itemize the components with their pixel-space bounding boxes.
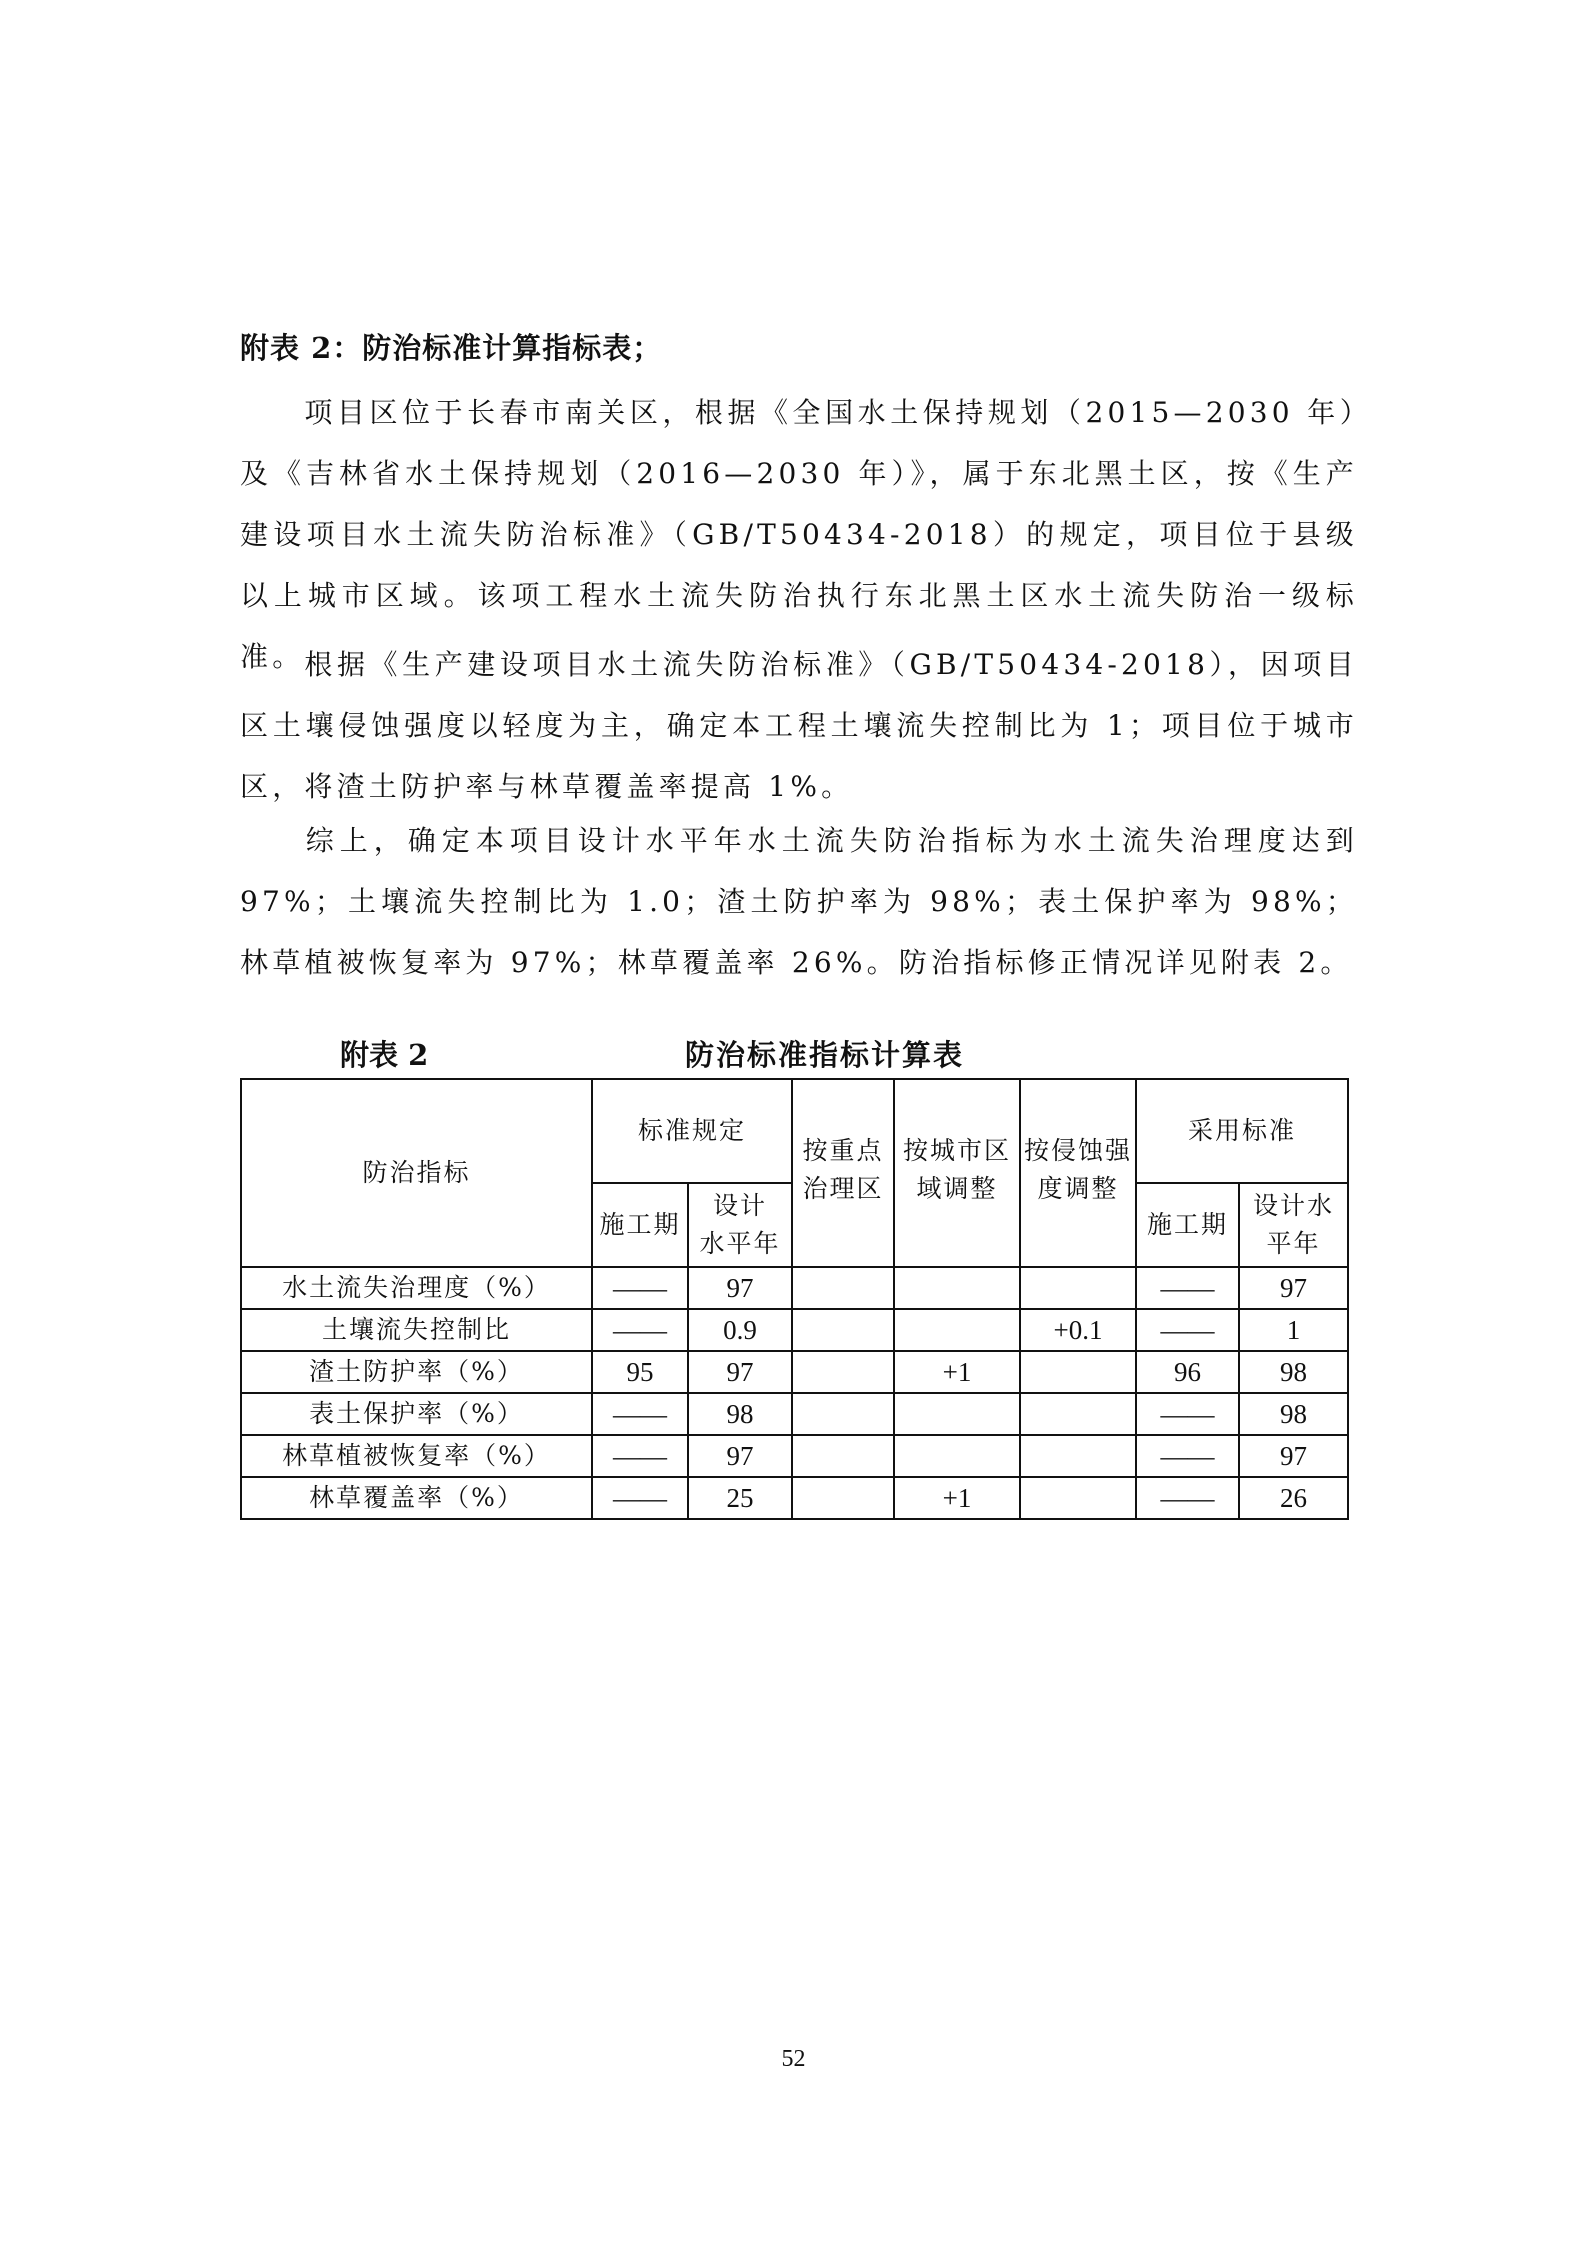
cell-adp-design: 97 — [1239, 1435, 1348, 1477]
cell-adp-con: —— — [1136, 1477, 1239, 1519]
paragraph-text: 根据《生产建设项目水土流失防治标准》（GB/T50434-2018），因项目区土壤侵蚀强度以轻度为主，确定本工程土壤流失控制比为 1；项目位于城市区，将渣土防护率与林草覆盖率提高 1%。 — [240, 648, 1358, 803]
paragraph — [240, 634, 1358, 817]
cell-urban — [894, 1267, 1020, 1309]
table-row — [241, 1267, 1348, 1309]
cell-erosion — [1020, 1351, 1136, 1393]
standards-table — [240, 1078, 1349, 1520]
header-standard-design — [688, 1183, 792, 1267]
cell-name: 渣土防护率（%） — [241, 1351, 592, 1393]
cell-std-con: —— — [592, 1435, 688, 1477]
paragraph — [240, 810, 1358, 993]
header-text: 按重点 — [802, 1136, 884, 1165]
paragraph-text: 项目区位于长春市南关区，根据《全国水土保持规划（2015—2030 年）及《吉林省水土保持规划（2016—2030 年）》，属于东北黑土区，按《生产建设项目水土流失防治标准》（GB/T50434-2018）的规定，项目位于县级以上城市区域。该项工程水土流失防治执行东北黑土区水土流失防治一级标准。 — [240, 396, 1358, 673]
cell-urban — [894, 1435, 1020, 1477]
table-row — [241, 1351, 1348, 1393]
cell-key — [792, 1477, 894, 1519]
cell-adp-design: 26 — [1239, 1477, 1348, 1519]
paragraph-text: 综上，确定本项目设计水平年水土流失防治指标为水土流失治理度达到 97%；土壤流失控制比为 1.0；渣土防护率为 98%；表土保护率为 98%；林草植被恢复率为 97%；林草覆盖率 26%。防治指标修正情况详见附表 2。 — [240, 824, 1358, 979]
cell-name: 土壤流失控制比 — [241, 1309, 592, 1351]
cell-adp-con: 96 — [1136, 1351, 1239, 1393]
cell-name: 林草覆盖率（%） — [241, 1477, 592, 1519]
cell-urban: +1 — [894, 1477, 1020, 1519]
table-row — [241, 1393, 1348, 1435]
header-text: 平年 — [1266, 1229, 1321, 1258]
header-adopted: 采用标准 — [1136, 1079, 1348, 1183]
header-text: 域调整 — [916, 1174, 998, 1203]
cell-erosion — [1020, 1435, 1136, 1477]
header-adopted-construction: 施工期 — [1136, 1183, 1239, 1267]
cell-urban: +1 — [894, 1351, 1020, 1393]
header-standard: 标准规定 — [592, 1079, 792, 1183]
cell-std-design: 97 — [688, 1351, 792, 1393]
table-caption-label: 附表 2 — [340, 1038, 429, 1072]
header-text: 设计水 — [1252, 1191, 1334, 1220]
header-text: 度调整 — [1037, 1174, 1119, 1203]
header-key-area — [792, 1079, 894, 1267]
cell-adp-con: —— — [1136, 1435, 1239, 1477]
cell-adp-con: —— — [1136, 1309, 1239, 1351]
cell-erosion — [1020, 1267, 1136, 1309]
cell-adp-design: 1 — [1239, 1309, 1348, 1351]
page-number: 52 — [781, 2046, 806, 2072]
cell-adp-design: 98 — [1239, 1351, 1348, 1393]
table-caption-title: 防治标准指标计算表 — [685, 1038, 965, 1072]
cell-std-con: —— — [592, 1309, 688, 1351]
cell-erosion — [1020, 1477, 1136, 1519]
cell-std-design: 97 — [688, 1267, 792, 1309]
header-urban — [894, 1079, 1020, 1267]
cell-std-con: —— — [592, 1477, 688, 1519]
cell-std-design: 0.9 — [688, 1309, 792, 1351]
cell-adp-con: —— — [1136, 1393, 1239, 1435]
cell-key — [792, 1435, 894, 1477]
cell-key — [792, 1351, 894, 1393]
header-adopted-design — [1239, 1183, 1348, 1267]
cell-adp-design: 97 — [1239, 1267, 1348, 1309]
header-text: 按城市区 — [902, 1136, 1011, 1165]
header-text: 治理区 — [802, 1174, 884, 1203]
cell-name: 水土流失治理度（%） — [241, 1267, 592, 1309]
cell-name: 林草植被恢复率（%） — [241, 1435, 592, 1477]
cell-std-con: —— — [592, 1393, 688, 1435]
cell-adp-con: —— — [1136, 1267, 1239, 1309]
header-standard-construction: 施工期 — [592, 1183, 688, 1267]
cell-erosion — [1020, 1393, 1136, 1435]
cell-adp-design: 98 — [1239, 1393, 1348, 1435]
header-text: 设计 — [712, 1191, 767, 1220]
header-erosion — [1020, 1079, 1136, 1267]
table-row — [241, 1309, 1348, 1351]
cell-key — [792, 1267, 894, 1309]
cell-std-con: 95 — [592, 1351, 688, 1393]
table-row — [241, 1477, 1348, 1519]
cell-urban — [894, 1309, 1020, 1351]
cell-name: 表土保护率（%） — [241, 1393, 592, 1435]
cell-std-con: —— — [592, 1267, 688, 1309]
cell-std-design: 25 — [688, 1477, 792, 1519]
cell-key — [792, 1393, 894, 1435]
header-text: 按侵蚀强 — [1023, 1136, 1132, 1165]
section-heading: 附表 2：防治标准计算指标表； — [240, 331, 663, 365]
cell-urban — [894, 1393, 1020, 1435]
cell-key — [792, 1309, 894, 1351]
cell-std-design: 98 — [688, 1393, 792, 1435]
table-row — [241, 1435, 1348, 1477]
header-indicator: 防治指标 — [241, 1079, 592, 1267]
header-text: 水平年 — [699, 1229, 781, 1258]
cell-std-design: 97 — [688, 1435, 792, 1477]
header-row — [241, 1079, 1348, 1183]
cell-erosion: +0.1 — [1020, 1309, 1136, 1351]
